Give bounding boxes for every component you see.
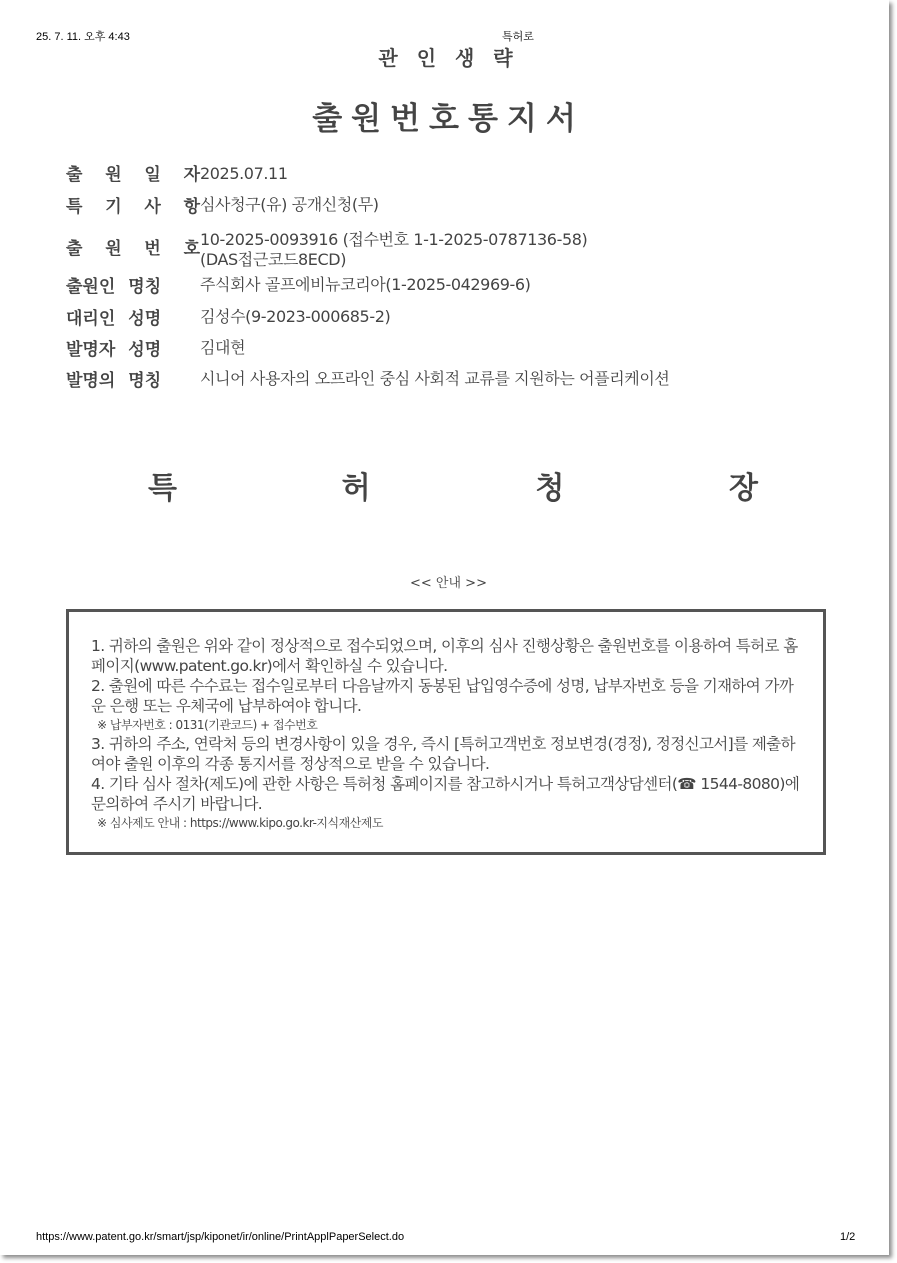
field-row-filing-date <box>66 160 669 192</box>
guide-item-1: 1. 귀하의 출원은 위와 같이 정상적으로 접수되었으며, 이후의 심사 진행상황은 출원번호를 이용하여 특허로 홈페이지(www.patent.go.kr)에서 확인하실 수 있습니다. <box>91 637 798 675</box>
guide-item-3: 3. 귀하의 주소, 연락처 등의 변경사항이 있을 경우, 즉시 [특허고객번호 정보변경(경정), 정정신고서]를 제출하여야 출원 이후의 각종 통지서를 정상적으로 받을 수 있습니다. <box>91 735 795 773</box>
guide-note-payer-number: ※ 납부자번호 : 0131(기관코드) + 접수번호 <box>97 718 318 732</box>
field-row-agent-name <box>66 304 669 335</box>
application-info <box>66 160 669 397</box>
field-row-special-notes <box>66 192 669 224</box>
field-label: 출원인 명칭 <box>66 277 162 297</box>
field-label: 출 원 번 호 <box>66 239 200 259</box>
field-value-agent-name: 김성수(9-2023-000685-2) <box>200 307 391 326</box>
field-label: 발명자 성명 <box>66 340 162 360</box>
field-row-inventor-name <box>66 335 669 366</box>
field-label: 발명의 명칭 <box>66 371 162 391</box>
field-value-inventor-name: 김대현 <box>200 338 246 357</box>
field-row-application-number <box>66 224 669 272</box>
field-value-filing-date: 2025.07.11 <box>200 164 288 183</box>
guide-item-4: 4. 기타 심사 절차(제도)에 관한 사항은 특허청 홈페이지를 참고하시거나 특허고객상담센터(☎ 1544-8080)에 문의하여 주시기 바랍니다. <box>91 775 800 813</box>
field-label: 특 기 사 항 <box>66 197 200 217</box>
field-label: 출 원 일 자 <box>66 165 200 185</box>
field-value-application-number: 10-2025-0093916 (접수번호 1-1-2025-0787136-58) (DAS접근코드8ECD) <box>200 230 588 269</box>
footer-url: https://www.patent.go.kr/smart/jsp/kiponet/ir/online/PrintApplPaperSelect.do <box>36 1231 405 1243</box>
guide-item-2: 2. 출원에 따른 수수료는 접수일로부터 다음날까지 동봉된 납입영수증에 성명, 납부자번호 등을 기재하여 가까운 은행 또는 우체국에 납부하여야 합니다. <box>91 677 794 715</box>
field-row-applicant-name <box>66 272 669 304</box>
guide-items <box>91 636 803 832</box>
guide-notice-box <box>66 609 826 855</box>
field-row-invention-title <box>66 366 669 397</box>
document-title: 출원번호통지서 <box>312 101 585 137</box>
issuer-signature: 특 허 청 장 <box>148 471 758 506</box>
guide-title: << 안내 >> <box>410 576 487 591</box>
print-datetime: 25. 7. 11. 오후 4:43 <box>36 31 130 43</box>
field-label: 대리인 성명 <box>66 309 162 329</box>
seal-omitted-mark: 관 인 생 략 <box>378 46 519 70</box>
guide-note-exam-system: ※ 심사제도 안내 : https://www.kipo.go.kr-지식재산제도 <box>97 816 383 830</box>
field-value-invention-title: 시니어 사용자의 오프라인 중심 사회적 교류를 지원하는 어플리케이션 <box>200 369 670 388</box>
site-title: 특허로 <box>502 30 534 43</box>
field-value-applicant-name: 주식회사 골프에비뉴코리아(1-2025-042969-6) <box>200 275 531 294</box>
footer-page-number: 1/2 <box>840 1231 856 1243</box>
field-value-special-notes: 심사청구(유) 공개신청(무) <box>200 195 379 214</box>
